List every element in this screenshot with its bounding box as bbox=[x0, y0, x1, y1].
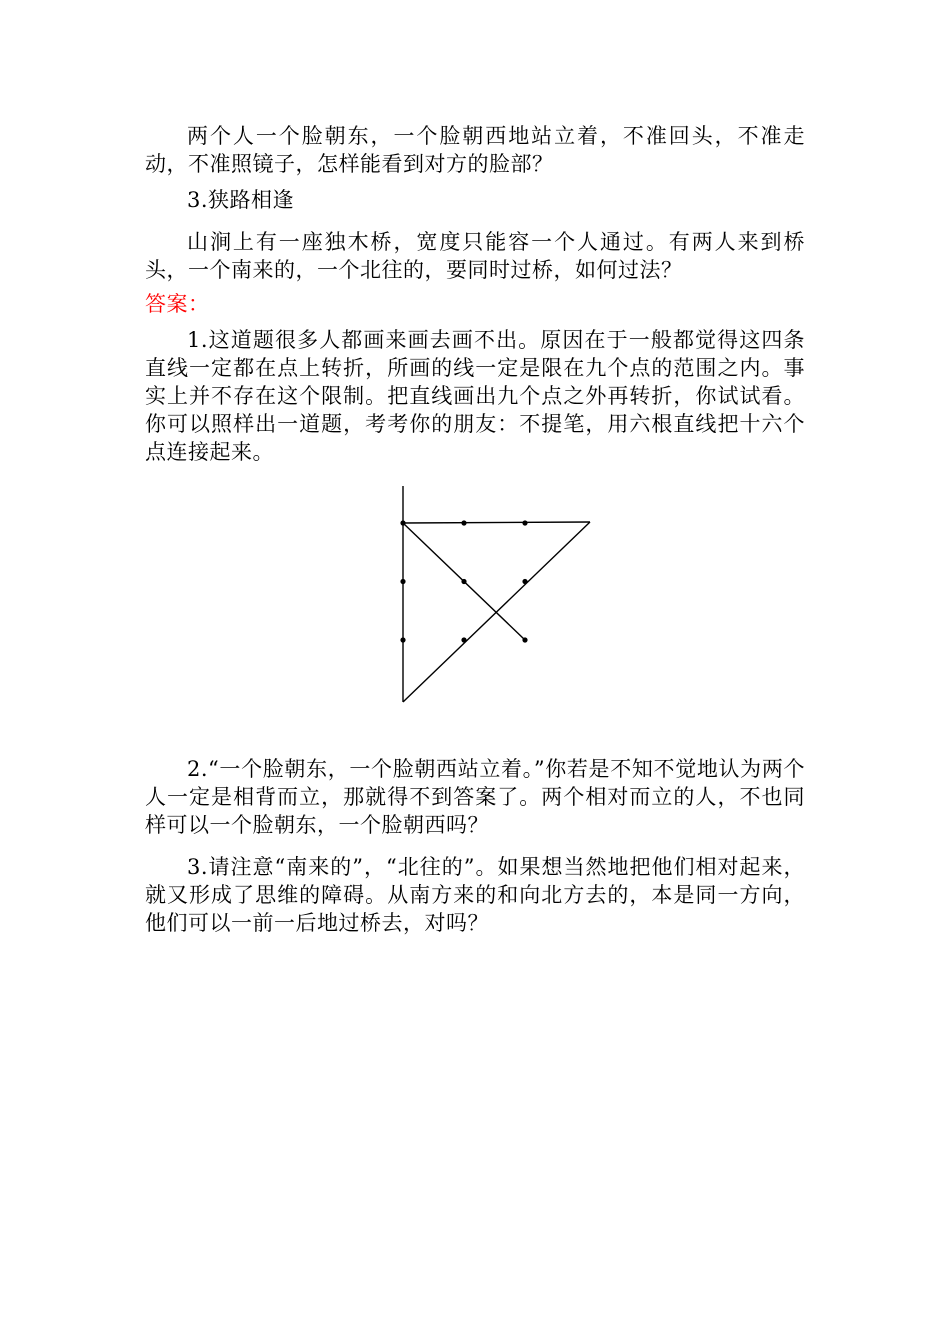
puzzle-3-title: 3.狭路相逢 bbox=[187, 188, 295, 212]
answer-1-text: 1.这道题很多人都画来画去画不出。原因在于一般都觉得这四条直线一定都在点上转折，所画的线一定是限在九个点的范围之内。事实上并不存在这个限制。把直线画出九个点之外再转折，你试试看。你可以照样出一道题，考考你的朋友：不提笔，用六根直线把十六个点连接起来。 bbox=[145, 328, 805, 464]
grid-dot bbox=[461, 579, 466, 584]
grid-dot bbox=[522, 579, 527, 584]
answer-heading: 答案： bbox=[145, 292, 210, 316]
nine-dot-figure bbox=[145, 466, 805, 751]
solution-line-top bbox=[403, 522, 590, 523]
document-page bbox=[145, 122, 805, 937]
nine-dot-diagram bbox=[400, 486, 600, 711]
grid-dot bbox=[461, 520, 466, 525]
grid-dot bbox=[522, 520, 527, 525]
grid-dot bbox=[400, 637, 405, 642]
grid-dot bbox=[522, 637, 527, 642]
grid-dot bbox=[400, 579, 405, 584]
answer-2-text: 2.“一个脸朝东，一个脸朝西站立着。”你若是不知不觉地认为两个人一定是相背而立，那就得不到答案了。两个相对而立的人，不也同样可以一个脸朝东，一个脸朝西吗？ bbox=[145, 757, 805, 837]
puzzle-3-text: 山涧上有一座独木桥，宽度只能容一个人通过。有两人来到桥头，一个南来的，一个北往的，要同时过桥，如何过法？ bbox=[145, 230, 805, 282]
grid-dot bbox=[461, 637, 466, 642]
answer-3-text: 3.请注意“南来的”，“北往的”。如果想当然地把他们相对起来，就又形成了思维的障碍。从南方来的和向北方去的，本是同一方向，他们可以一前一后地过桥去，对吗？ bbox=[145, 855, 805, 935]
puzzle-2-text: 两个人一个脸朝东，一个脸朝西地站立着，不准回头，不准走动，不准照镜子，怎样能看到对方的脸部？ bbox=[145, 124, 805, 176]
grid-dot bbox=[400, 520, 405, 525]
